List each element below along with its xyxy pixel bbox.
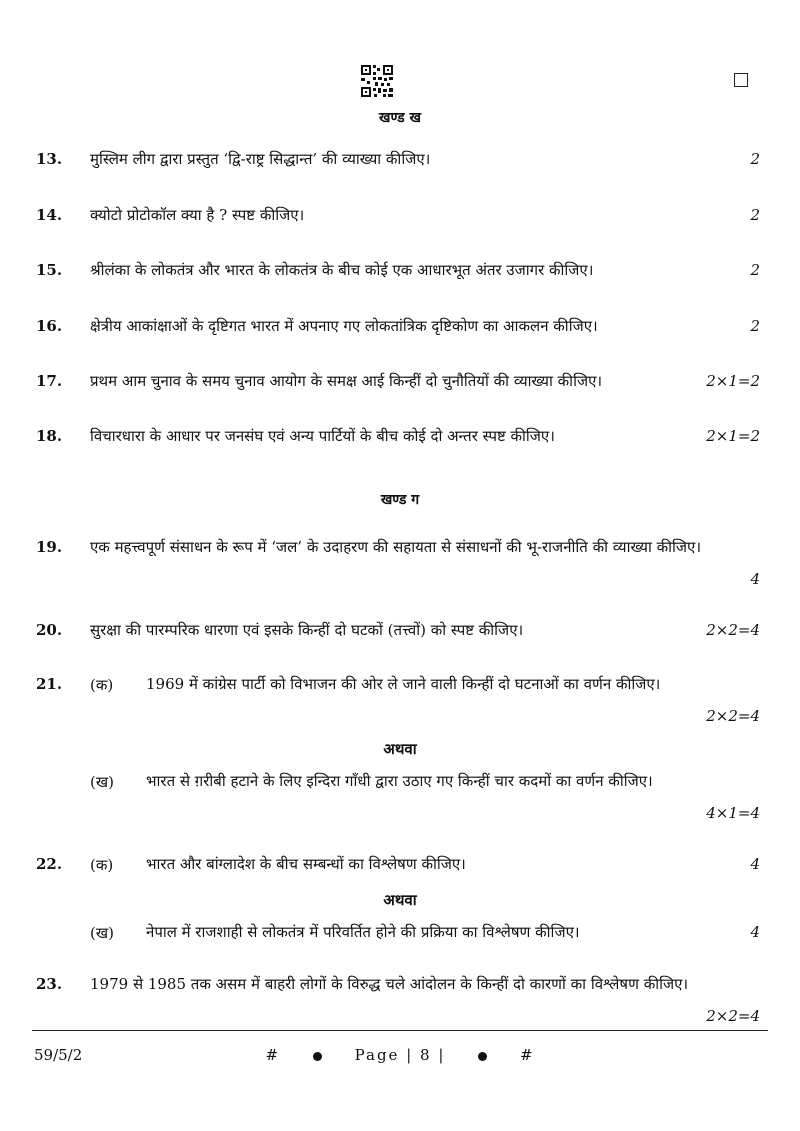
question-text: क्षेत्रीय आकांक्षाओं के दृष्टिगत भारत में अपनाए गए लोकतांत्रिक दृष्टिकोण का आकलन कीजिए।: [90, 317, 598, 335]
hash-right: #: [519, 1046, 535, 1064]
question-text: प्रथम आम चुनाव के समय चुनाव आयोग के समक्ष आई किन्हीं दो चुनौतियों की व्याख्या कीजिए।: [90, 372, 603, 390]
page-footer: [0, 1046, 800, 1064]
question-marks: 2: [750, 206, 760, 224]
bullet-icon: [478, 1052, 487, 1061]
option-label-a: (क): [90, 856, 114, 874]
question-text: श्रीलंका के लोकतंत्र और भारत के लोकतंत्र के बीच कोई एक आधारभूत अंतर उजागर कीजिए।: [90, 261, 594, 279]
option-text-b: नेपाल में राजशाही से लोकतंत्र में परिवर्तित होने की प्रक्रिया का विश्लेषण कीजिए।: [146, 923, 580, 941]
question-marks: 2×2=4: [706, 1007, 760, 1025]
footer-divider: [32, 1030, 768, 1031]
section-b-title: खण्ड ख: [379, 110, 421, 126]
question-marks: 4: [750, 570, 760, 588]
option-marks-b: 4: [750, 923, 760, 941]
question-number: 23.: [36, 975, 63, 993]
question-marks: 2×1=2: [706, 427, 760, 445]
option-marks-a: 2×2=4: [706, 707, 760, 725]
option-marks-a: 4: [750, 855, 760, 873]
page-number: Page | 8 |: [354, 1046, 446, 1064]
question-number: 15.: [36, 261, 63, 279]
question-marks: 2: [750, 150, 760, 168]
question-number: 22.: [36, 855, 63, 873]
checkbox-icon: [734, 73, 748, 87]
question-number: 17.: [36, 372, 63, 390]
or-divider: अथवा: [383, 740, 417, 758]
option-marks-b: 4×1=4: [706, 804, 760, 822]
option-label-a: (क): [90, 676, 114, 694]
question-number: 16.: [36, 317, 63, 335]
option-label-b: (ख): [90, 924, 114, 942]
option-text-b: भारत से ग़रीबी हटाने के लिए इन्दिरा गाँधी द्वारा उठाए गए किन्हीं चार कदमों का वर्णन कीजिए।: [146, 772, 653, 790]
question-text: सुरक्षा की पारम्परिक धारणा एवं इसके किन्हीं दो घटकों (तत्त्वों) को स्पष्ट कीजिए।: [90, 621, 524, 639]
hash-left: #: [265, 1046, 281, 1064]
section-c-title: खण्ड ग: [380, 492, 420, 508]
question-text: एक महत्त्वपूर्ण संसाधन के रूप में ‘जल’ के उदाहरण की सहायता से संसाधनों की भू-राजनीति की व्याख्या कीजिए।: [90, 538, 702, 556]
question-number: 13.: [36, 150, 63, 168]
option-text-a: 1969 में कांग्रेस पार्टी को विभाजन की ओर ले जाने वाली किन्हीं दो घटनाओं का वर्णन कीजिए।: [146, 675, 661, 693]
question-text: मुस्लिम लीग द्वारा प्रस्तुत ‘द्वि-राष्ट्र सिद्धान्त’ की व्याख्या कीजिए।: [90, 150, 431, 168]
question-number: 14.: [36, 206, 63, 224]
option-text-a: भारत और बांग्लादेश के बीच सम्बन्धों का विश्लेषण कीजिए।: [146, 855, 466, 873]
question-text: विचारधारा के आधार पर जनसंघ एवं अन्य पार्टियों के बीच कोई दो अन्तर स्पष्ट कीजिए।: [90, 427, 555, 445]
question-text: 1979 से 1985 तक असम में बाहरी लोगों के विरुद्ध चले आंदोलन के किन्हीं दो कारणों का विश्लेषण कीजिए।: [90, 975, 689, 993]
question-number: 20.: [36, 621, 63, 639]
question-marks: 2: [750, 317, 760, 335]
question-marks: 2×2=4: [706, 621, 760, 639]
bullet-icon: [313, 1052, 322, 1061]
qr-code-icon: [360, 64, 394, 98]
or-divider: अथवा: [383, 891, 417, 909]
question-number: 18.: [36, 427, 63, 445]
question-marks: 2×1=2: [706, 372, 760, 390]
option-label-b: (ख): [90, 773, 114, 791]
question-marks: 2: [750, 261, 760, 279]
question-text: क्योटो प्रोटोकॉल क्या है ? स्पष्ट कीजिए।: [90, 206, 305, 224]
question-number: 21.: [36, 675, 63, 693]
question-number: 19.: [36, 538, 63, 556]
paper-code: 59/5/2: [34, 1046, 83, 1064]
